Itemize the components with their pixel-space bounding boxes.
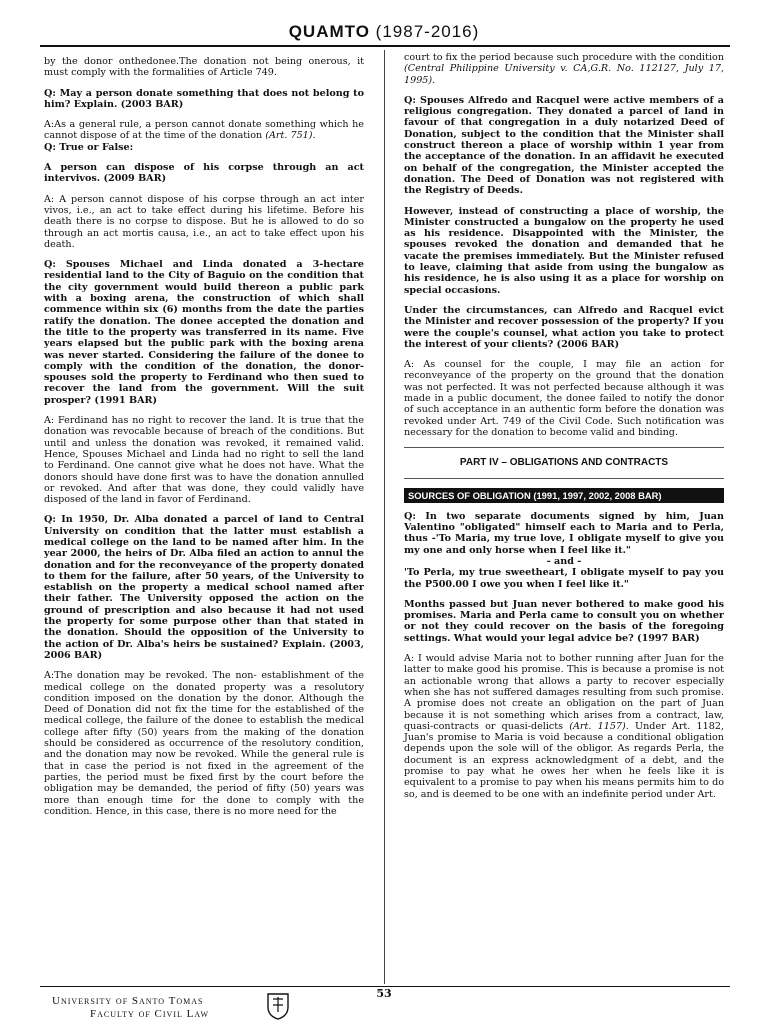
answer-text: A: Ferdinand has no right to recover the land. It is true that the donation was revocable because of breach of the conditions. But until and unless the donation was revoked, it remained valid. Hence, Spouses Michael and Linda had no right to sell the land to Ferdinand. One cannot give what he does not have. What the donors should have done first was to have the donation annulled or revoked. And after that was done, they could validly have disposed of the land in favor of Ferdinand. (44, 415, 364, 506)
column-divider (384, 50, 385, 984)
citation: (Art. 751). (265, 130, 316, 142)
header-divider (40, 45, 730, 47)
question-text: Q: Spouses Alfredo and Racquel were active members of a religious congregation. They donated a parcel of land in favour of that congregation in a duly notarized Deed of Donation, subject to the condition that the Minister shall construct thereon a place of worship within 1 year from the acceptance of the donation. In an affidavit he executed on behalf of the congregation, the Minister accepted the donation. The Deed of Donation was not registered with the Registry of Deeds. (404, 94, 724, 197)
footer-institution (52, 995, 209, 1021)
section-heading: SOURCES OF OBLIGATION (1991, 1997, 2002, 2008 BAR) (404, 488, 724, 503)
question-text: A person can dispose of his corpse through an act intervivos. (2009 BAR) (44, 162, 364, 185)
page-number: 53 (376, 987, 392, 1000)
part-heading: PART IV – OBLIGATIONS AND CONTRACTS (404, 447, 724, 478)
citation: (Central Philippine University v. CA,G.R. No. 112127, July 17, 1995). (404, 63, 724, 86)
question-text: Under the circumstances, can Alfredo and Racquel evict the Minister and recover possession of the property? If you were the couple's counsel, what action you take to protect the interest of your clients? (2006 BAR) (404, 304, 724, 350)
footer-university: University of Santo Tomas (52, 995, 204, 1007)
answer-text: A:As a general rule, a person cannot donate something which he cannot dispose of at the time of the donation (Art. 751). Q: True or False: (44, 119, 364, 153)
citation: (Art. 1157). (569, 720, 629, 732)
right-column (404, 52, 724, 809)
header-title-years: (1987-2016) (375, 22, 480, 41)
answer-text: court to fix the period because such procedure with the condition (Central Philippine University v. CA,G.R. No. 112127, July 17, 1995). (404, 52, 724, 86)
question-text: Q: In 1950, Dr. Alba donated a parcel of land to Central University on condition that the latter must establish a medical college on the land to be named after him. In the year 2000, the heirs of Dr. Alba filed an action to annul the donation and for the reconveyance of the property donated to them for the failure, after 50 years, of the University to establish on the property a medical school named after their father. The University opposed the action on the ground of prescription and also because it had not used the property for some purpose other than that stated in the donation. Should the opposition of the University to the action of Dr. Alba's heirs be sustained? Explain. (2003, 2006 BAR) (44, 514, 364, 661)
question-label: Q: True or False: (44, 141, 134, 153)
left-column (44, 56, 364, 826)
university-seal-icon (265, 992, 291, 1020)
question-text: Q: Spouses Michael and Linda donated a 3-hectare residential land to the City of Baguio on the condition that the city government would build thereon a public park with a boxing arena, the construction of which shall commence within six (6) months from the date the parties ratify the donation. The donee accepted the donation and the title to the property was transferred in its name. Five years elapsed but the public park with the boxing arena was never started. Considering the failure of the donee to comply with the condition of the donation, the donor-spouses sold the property to Ferdinand who then sued to recover the land from the government. Will the suit prosper? (1991 BAR) (44, 259, 364, 406)
question-text: Q: In two separate documents signed by him, Juan Valentino "obligated" himself each to Maria and to Perla, thus -'To Maria, my true love, I obligate myself to give you my one and only horse when I feel like it." - and - 'To Perla, my true sweetheart, I obligate myself to pay you the P500.00 I owe you when I feel like it." (404, 510, 724, 590)
question-text: However, instead of constructing a place of worship, the Minister constructed a bungalow on the property he used as his residence. Disappointed with the Minister, the spouses revoked the donation and demanded that he vacate the premises immediately. But the Minister refused to leave, claiming that aside from using the bungalow as his residence, he is also using it as a place for worship on special occasions. (404, 205, 724, 296)
answer-text: A:The donation may be revoked. The non- establishment of the medical college on the donated property was a resolutory condition imposed on the donation by the donor. Although the Deed of Donation did not fix the time for the established of the medical college, the failure of the donee to establish the medical college after fifty (50) years from the making of the donation should be considered as occurrence of the resolutory condition, and the donation may now be revoked. While the general rule is that in case the period is not fixed in the agreement of the parties, the period must be fixed first by the court before the obligation may be demanded, the period of fifty (50) years was more than enough time for the done to comply with the condition. Hence, in this case, there is no more need for the (44, 670, 364, 817)
answer-text: by the donor onthedonee.The donation not being onerous, it must comply with the formalities of Article 749. (44, 56, 364, 79)
answer-text: A: A person cannot dispose of his corpse through an act inter vivos, i.e., an act to take effect during his lifetime. Before his death there is no corpse to dispose. But he is allowed to do so through an act mortis causa, i.e., an act to take effect upon his death. (44, 193, 364, 250)
question-text: Months passed but Juan never bothered to make good his promises. Maria and Perla came to consult you on whether or not they could recover on the basis of the foregoing settings. What would your legal advice be? (1997 BAR) (404, 598, 724, 644)
answer-text: A: As counsel for the couple, I may file an action for reconveyance of the property on the ground that the donation was not perfected. It was not perfected because although it was made in a public document, the donee failed to notify the donor of such acceptance in an authentic form before the donation was revoked under Art. 749 of the Civil Code. Such notification was necessary for the donation to become valid and binding. (404, 359, 724, 438)
answer-text: A: I would advise Maria not to bother running after Juan for the latter to make good his promise. This is because a promise is not an actionable wrong that allows a party to recover especially when she has not suffered damages resulting from such promise. A promise does not create an obligation on the part of Juan because it is not something which arises from a contract, law, quasi-contracts or quasi-delicts (Art. 1157). Under Art. 1182, Juan's promise to Maria is void because a conditional obligation depends upon the sole will of the obligor. As regards Perla, the document is an express acknowledgment of a debt, and the promise to pay what he owes her when he feels like it is equivalent to a promise to pay when his means permits him to do so, and is deemed to be one with an indefinite period under Art. (404, 653, 724, 800)
page-header (0, 22, 768, 42)
separator-text: - and - (546, 555, 582, 567)
question-text: Q: May a person donate something that does not belong to him? Explain. (2003 BAR) (44, 87, 364, 110)
footer-faculty: Faculty of Civil Law (90, 1008, 210, 1020)
header-title-main: QUAMTO (288, 22, 370, 41)
